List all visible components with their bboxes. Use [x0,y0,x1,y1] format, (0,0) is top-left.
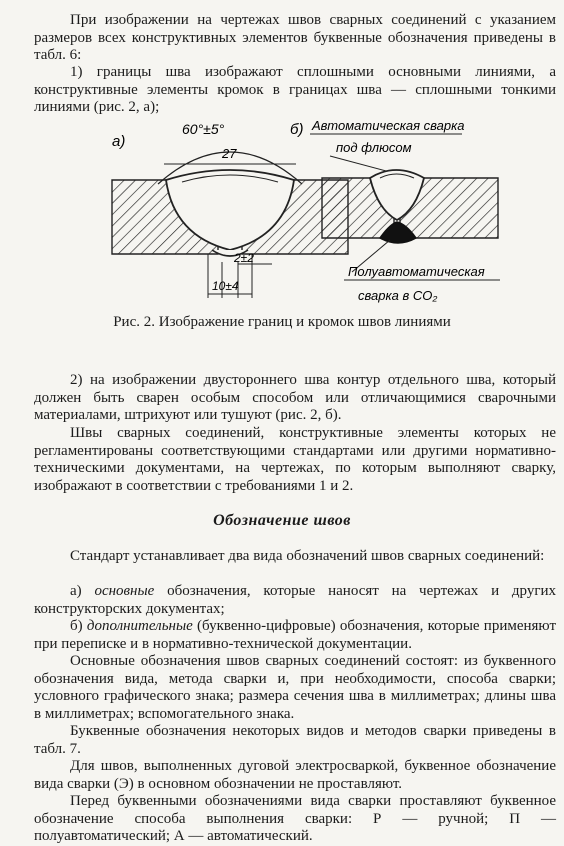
gap-dimension: 2±2 [234,251,254,265]
angle-dimension: 60°±5° [182,121,225,137]
list-item-b-text: (буквенно-цифровые) обозначения, которые применяют при переписке и в нормативно-технической документации. [34,618,556,652]
intro-paragraph: При изображении на чертежах швов сварных соединений с указанием размеров всех конструктивных элементов буквенные обозначения приведены в табл. 6: [34,12,556,63]
root-dimension: 10±4 [212,279,239,293]
panel-a-drawing [112,121,348,298]
panel-b-drawing [290,118,500,303]
semi-weld-sublabel: сварка в CO₂ [358,288,438,303]
list-item-a: а) основные обозначения, которые наносят на чертежах и других конструкторских документах; [34,583,556,617]
auto-weld-label: Автоматическая сварка [312,118,465,133]
panel-b-label: б) [290,121,304,138]
paragraph-letter-designations: Буквенные обозначения некоторых видов и методов сварки приведены в табл. 7. [34,723,556,757]
paragraph-arc-welding: Для швов, выполненных дуговой электросваркой, буквенное обозначение вида сварки (Э) в основном обозначении не проставляют. [34,758,556,792]
figure-caption: Рис. 2. Изображение границ и кромок швов линиями [113,314,451,330]
section-heading: Обозначение швов [213,512,351,529]
paragraph-welds: Швы сварных соединений, конструктивные элементы которых не регламентированы соответствующими стандартами или другими нормативно-техническими документами, на чертежах, по которым выполняют сварку, изображают в соответствии с требованиями 1 и 2. [34,425,556,494]
paragraph-welding-methods: Перед буквенными обозначениями вида сварки проставляют буквенное обозначение способа выполнения сварки: Р — ручной; П — полуавтоматический; А — автоматический. [34,793,556,844]
list-item-2: 2) на изображении двустороннего шва контур отдельного шва, который должен быть сварен особым способом или отличающимися сварочными материалами, штрихуют или тушуют (рис. 2, б). [34,372,556,423]
figure-2 [90,112,510,310]
term-basic: основные [94,583,155,599]
paragraph-standard: Стандарт устанавливает два вида обозначений швов сварных соединений: [70,548,545,564]
term-additional: дополнительные [86,618,193,634]
list-item-a-text: обозначения, которые наносят на чертежах и других конструкторских документах; [34,583,556,617]
list-item-b: б) дополнительные (буквенно-цифровые) обозначения, которые применяют при переписке и в нормативно-технической документации. [34,618,556,652]
auto-weld-sublabel: под флюсом [336,140,412,155]
semi-weld-label: Полуавтоматическая [348,264,485,279]
paragraph-basic-designations: Основные обозначения швов сварных соединений состоят: из буквенного обозначения вида, метода сварки и, при необходимости, способа сварки; условного графического знака; размера сечения шва в миллиметрах; длины шва в миллиметрах; вспомогательного знака. [34,653,556,722]
list-item-1: 1) границы шва изображают сплошными основными линиями, а конструктивные элементы кромок в границах шва — сплошными тонкими линиями (рис. 2, а); [34,64,556,115]
panel-a-label: а) [112,133,126,150]
width-dimension: 27 [222,146,237,161]
